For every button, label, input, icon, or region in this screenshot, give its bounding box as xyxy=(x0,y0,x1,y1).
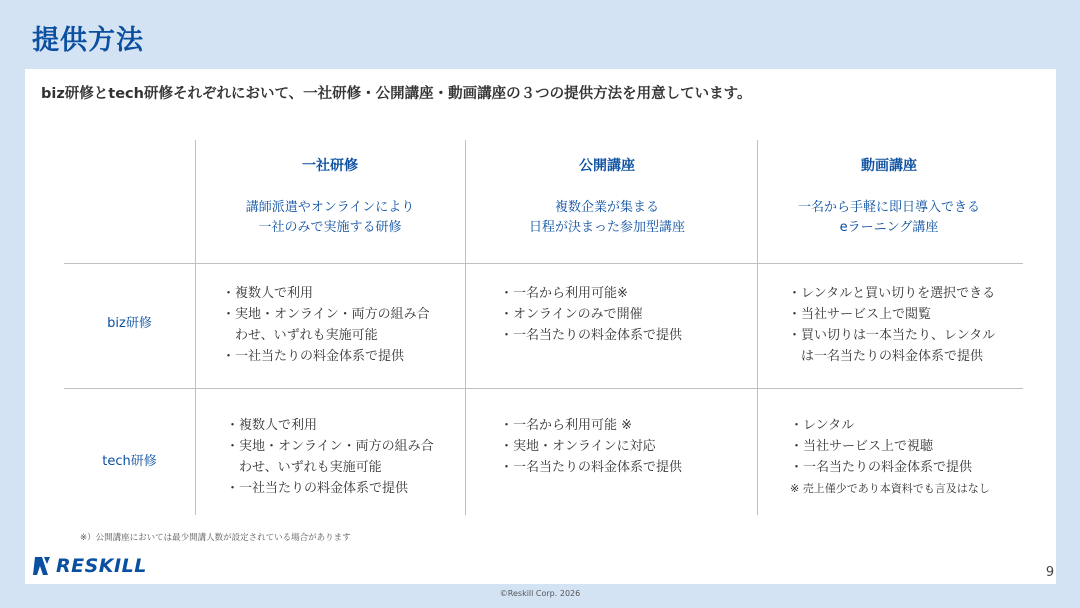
bullet-item: ・一名当たりの料金体系で提供 xyxy=(500,460,683,475)
bullet-item: ・レンタルと買い切りを選択できる xyxy=(788,286,996,301)
column-desc-line: 日程が決まった参加型講座 xyxy=(528,220,685,235)
bullet-item: ・オンラインのみで開催 xyxy=(500,307,643,322)
bullet-item: ・実地・オンライン・両方の組み合 xyxy=(226,439,434,454)
bullet-item: は一名当たりの料金体系で提供 xyxy=(788,349,984,364)
bullet-item: ・一名当たりの料金体系で提供 xyxy=(790,460,973,475)
reskill-logo xyxy=(32,554,147,578)
column-desc-line: eラーニング講座 xyxy=(839,220,939,235)
bullet-item: ・複数人で利用 xyxy=(222,286,314,301)
bullet-item: ・一名から利用可能※ xyxy=(500,286,628,301)
logo-text: RESKILL xyxy=(56,555,147,577)
column-desc-line: 複数企業が集まる xyxy=(554,200,659,215)
bullet-item: ・レンタル xyxy=(790,418,855,433)
table-divider-horizontal xyxy=(64,263,1023,264)
row-label-tech: tech研修 xyxy=(102,454,157,469)
bullet-item: ・一名から利用可能 ※ xyxy=(500,418,633,433)
reskill-logo-icon xyxy=(32,555,52,577)
column-desc-line: 一名から手軽に即日導入できる xyxy=(797,200,980,215)
bullet-item: ・当社サービス上で視聴 xyxy=(790,439,934,454)
table-divider-vertical xyxy=(195,140,196,515)
column-title-ichisha: 一社研修 xyxy=(302,158,358,174)
bullet-item: ・実地・オンライン・両方の組み合 xyxy=(222,307,430,322)
cell-biz-douga xyxy=(788,283,995,367)
bullet-item: ・実地・オンラインに対応 xyxy=(500,439,656,454)
cell-note: ※ 売上僅少であり本資料でも言及はなし xyxy=(790,482,990,495)
table-divider-horizontal xyxy=(64,388,1023,389)
column-title-douga: 動画講座 xyxy=(861,158,917,174)
bullet-item: わせ、いずれも実施可能 xyxy=(222,328,378,343)
bullet-item: ・複数人で利用 xyxy=(226,418,318,433)
cell-tech-ichisha xyxy=(226,415,434,499)
page-title: 提供方法 xyxy=(32,25,144,56)
column-title-koukai: 公開講座 xyxy=(579,158,635,174)
bullet-item: ・一社当たりの料金体系で提供 xyxy=(222,349,405,364)
bullet-item: ・一名当たりの料金体系で提供 xyxy=(500,328,683,343)
column-desc-line: 一社のみで実施する研修 xyxy=(258,220,402,235)
cell-biz-ichisha xyxy=(222,283,430,367)
cell-tech-douga xyxy=(790,415,990,499)
cell-biz-koukai xyxy=(500,283,682,346)
row-label-biz: biz研修 xyxy=(107,316,152,331)
page-number: 9 xyxy=(1045,565,1055,580)
column-desc-koukai xyxy=(461,198,753,238)
lead-text: biz研修とtech研修それぞれにおいて、一社研修・公開講座・動画講座の３つの提供方法を用意しています。 xyxy=(41,86,752,102)
footnote: ※）公開講座においては最少開講人数が設定されている場合があります xyxy=(80,533,351,543)
column-desc-ichisha xyxy=(184,198,476,238)
table-divider-vertical xyxy=(465,140,466,515)
bullet-item: ・買い切りは一本当たり、レンタル xyxy=(788,328,996,343)
bullet-item: ・一社当たりの料金体系で提供 xyxy=(226,481,409,496)
bullet-item: ・当社サービス上で閲覧 xyxy=(788,307,932,322)
column-desc-douga xyxy=(743,198,1035,238)
cell-tech-koukai xyxy=(500,415,682,478)
table-divider-vertical xyxy=(757,140,758,515)
column-desc-line: 講師派遣やオンラインにより xyxy=(245,200,415,215)
copyright: ©Reskill Corp. 2026 xyxy=(499,589,581,598)
bullet-item: わせ、いずれも実施可能 xyxy=(226,460,382,475)
